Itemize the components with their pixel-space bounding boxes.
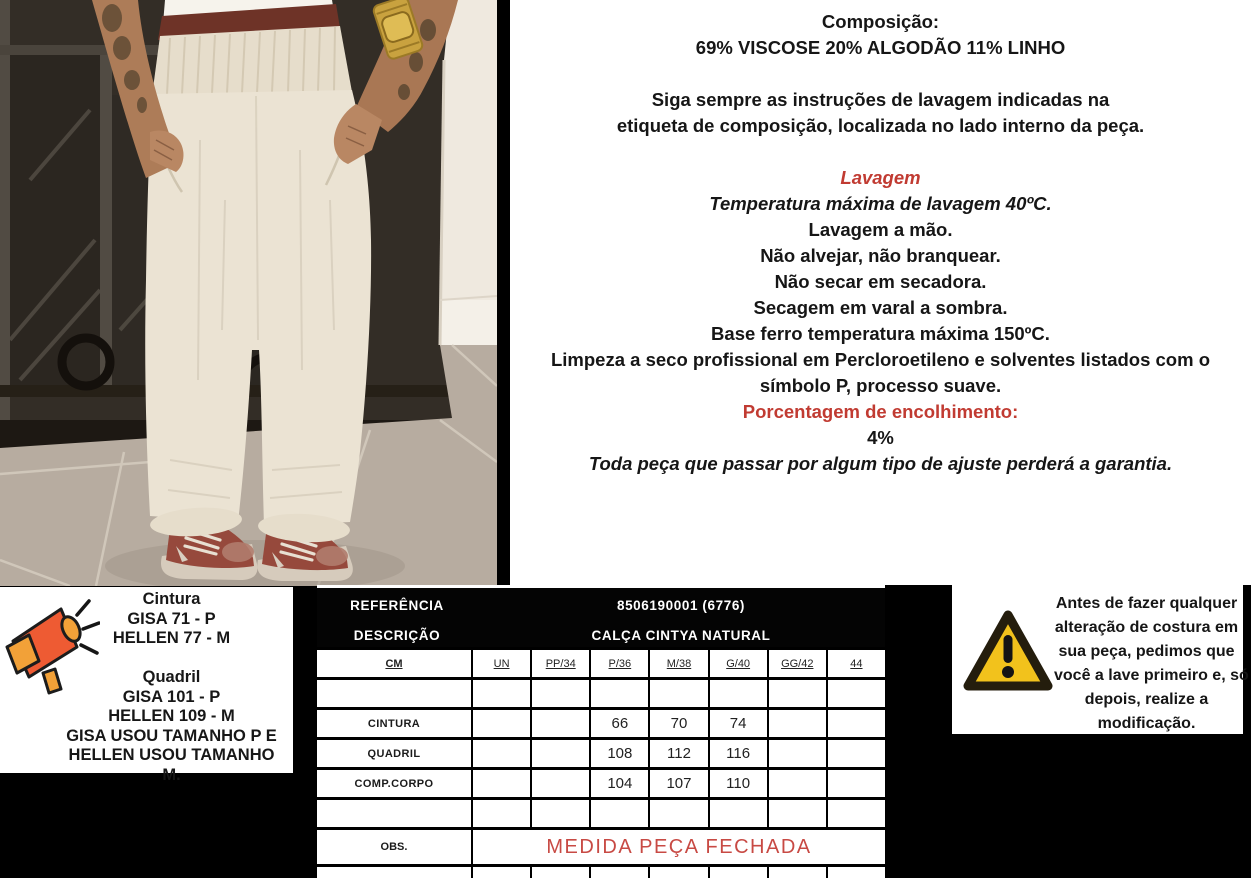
no-dryer-line: Não secar em secadora. [774, 271, 987, 292]
value-cell: 108 [591, 740, 648, 767]
value-cell [532, 680, 589, 707]
empty-cell [532, 867, 589, 878]
size-grid-columns-row [317, 650, 885, 677]
reference-label: REFERÊNCIA [350, 597, 444, 613]
value-cell [532, 740, 589, 767]
waist-hellen: HELLEN 77 - M [112, 629, 231, 647]
column-header: UN [473, 650, 530, 677]
value-cell [828, 770, 885, 797]
obs-label: OBS. [317, 830, 471, 864]
value-cell [532, 800, 589, 827]
table-row [317, 867, 885, 878]
value-cell [532, 710, 589, 737]
value-cell [828, 740, 885, 767]
table-row [317, 710, 885, 737]
alteration-warning-box [952, 585, 1249, 734]
value-cell [532, 770, 589, 797]
empty-cell [828, 867, 885, 878]
value-cell [769, 740, 826, 767]
column-header: G/40 [710, 650, 767, 677]
spacer-line [510, 61, 1251, 87]
description-label: DESCRIÇÃO [353, 627, 441, 643]
value-cell [828, 680, 885, 707]
row-label [317, 800, 471, 827]
hand-wash-line: Lavagem a mão. [808, 219, 953, 240]
composition-value: 69% VISCOSE 20% ALGODÃO 11% LINHO [695, 37, 1066, 58]
value-cell [650, 800, 707, 827]
hip-hellen: HELLEN 109 - M [108, 707, 235, 725]
empty-cell [710, 867, 767, 878]
warranty-line: Toda peça que passar por algum tipo de ajuste perderá a garantia. [588, 453, 1173, 474]
shrink-value: 4% [867, 427, 894, 448]
value-cell [591, 680, 648, 707]
empty-cell [591, 867, 648, 878]
waist-heading: Cintura [142, 590, 201, 608]
empty-cell [317, 867, 471, 878]
wash-temp-line: Temperatura máxima de lavagem 40ºC. [709, 193, 1052, 214]
value-cell: 70 [650, 710, 707, 737]
waist-gisa: GISA 71 - P [127, 609, 216, 628]
column-header: CM [317, 650, 471, 677]
shrink-heading: Porcentagem de encolhimento: [742, 401, 1019, 422]
spacer-line [510, 139, 1251, 165]
value-cell [828, 800, 885, 827]
value-cell [769, 770, 826, 797]
row-label: CINTURA [317, 710, 471, 737]
value-cell: 104 [591, 770, 648, 797]
model-measurements-box [0, 587, 293, 784]
white-wall [440, 0, 497, 346]
value-cell: 107 [650, 770, 707, 797]
hip-heading: Quadril [142, 668, 201, 686]
warning-line: depois, realize a [1084, 691, 1209, 708]
empty-cell [473, 867, 530, 878]
column-header: M/38 [650, 650, 707, 677]
value-cell [769, 680, 826, 707]
value-cell [473, 800, 530, 827]
warning-triangle-icon [962, 607, 1054, 693]
warning-line: modificação. [1097, 715, 1196, 732]
sizes-worn-line: GISA USOU TAMANHO P E [66, 726, 277, 745]
value-cell: 110 [710, 770, 767, 797]
row-label: QUADRIL [317, 740, 471, 767]
size-table-header [317, 585, 885, 647]
column-header: 44 [828, 650, 885, 677]
value-cell [769, 800, 826, 827]
empty-cell [769, 867, 826, 878]
warning-line: alteração de costura em [1054, 619, 1239, 636]
obs-value: MEDIDA PEÇA FECHADA [473, 830, 885, 864]
value-cell [473, 740, 530, 767]
value-cell [769, 710, 826, 737]
reference-row [317, 590, 885, 620]
table-row [317, 740, 885, 767]
row-label [317, 680, 471, 707]
value-cell [828, 710, 885, 737]
row-label: COMP.CORPO [317, 770, 471, 797]
label-note-line: Siga sempre as instruções de lavagem indicadas na [651, 89, 1110, 110]
spacer-line [52, 649, 291, 669]
value-cell [473, 710, 530, 737]
value-cell [710, 800, 767, 827]
hip-gisa: GISA 101 - P [122, 687, 221, 706]
value-cell [591, 800, 648, 827]
sizes-worn-line: M. [162, 765, 181, 784]
column-header: GG/42 [769, 650, 826, 677]
value-cell [710, 680, 767, 707]
label-note-line: etiqueta de composição, localizada no lado interno da peça. [616, 115, 1145, 136]
no-bleach-line: Não alvejar, não branquear. [760, 245, 1001, 266]
value-cell: 74 [710, 710, 767, 737]
value-cell [650, 680, 707, 707]
value-cell: 66 [591, 710, 648, 737]
iron-line: Base ferro temperatura máxima 150ºC. [711, 323, 1050, 344]
dry-clean-line: símbolo P, processo suave. [759, 375, 1002, 396]
empty-cell [650, 867, 707, 878]
product-photo [0, 0, 497, 586]
value-cell: 112 [650, 740, 707, 767]
value-cell [473, 680, 530, 707]
size-grid [317, 650, 885, 827]
column-header: PP/34 [532, 650, 589, 677]
warning-line: Antes de fazer qualquer [1055, 595, 1238, 612]
value-cell [473, 770, 530, 797]
line-dry-line: Secagem em varal a sombra. [753, 297, 1008, 318]
table-row [317, 680, 885, 707]
description-row [317, 620, 885, 650]
value-cell: 116 [710, 740, 767, 767]
warning-line: sua peça, pedimos que [1058, 643, 1235, 660]
size-table [317, 585, 885, 878]
reference-value: 8506190001 (6776) [616, 597, 746, 613]
table-row [317, 770, 885, 797]
description-value: CALÇA CINTYA NATURAL [591, 627, 771, 643]
sizes-worn-line: HELLEN USOU TAMANHO [68, 746, 275, 764]
composition-heading: Composição: [821, 11, 940, 32]
warning-line: você a lave primeiro e, só [1054, 667, 1249, 684]
wash-heading: Lavagem [840, 167, 921, 188]
dry-clean-line: Limpeza a seco profissional em Percloroetileno e solventes listados com o [550, 349, 1211, 370]
obs-row [317, 830, 885, 864]
table-row [317, 800, 885, 827]
column-header: P/36 [591, 650, 648, 677]
care-instructions-panel [510, 0, 1251, 585]
